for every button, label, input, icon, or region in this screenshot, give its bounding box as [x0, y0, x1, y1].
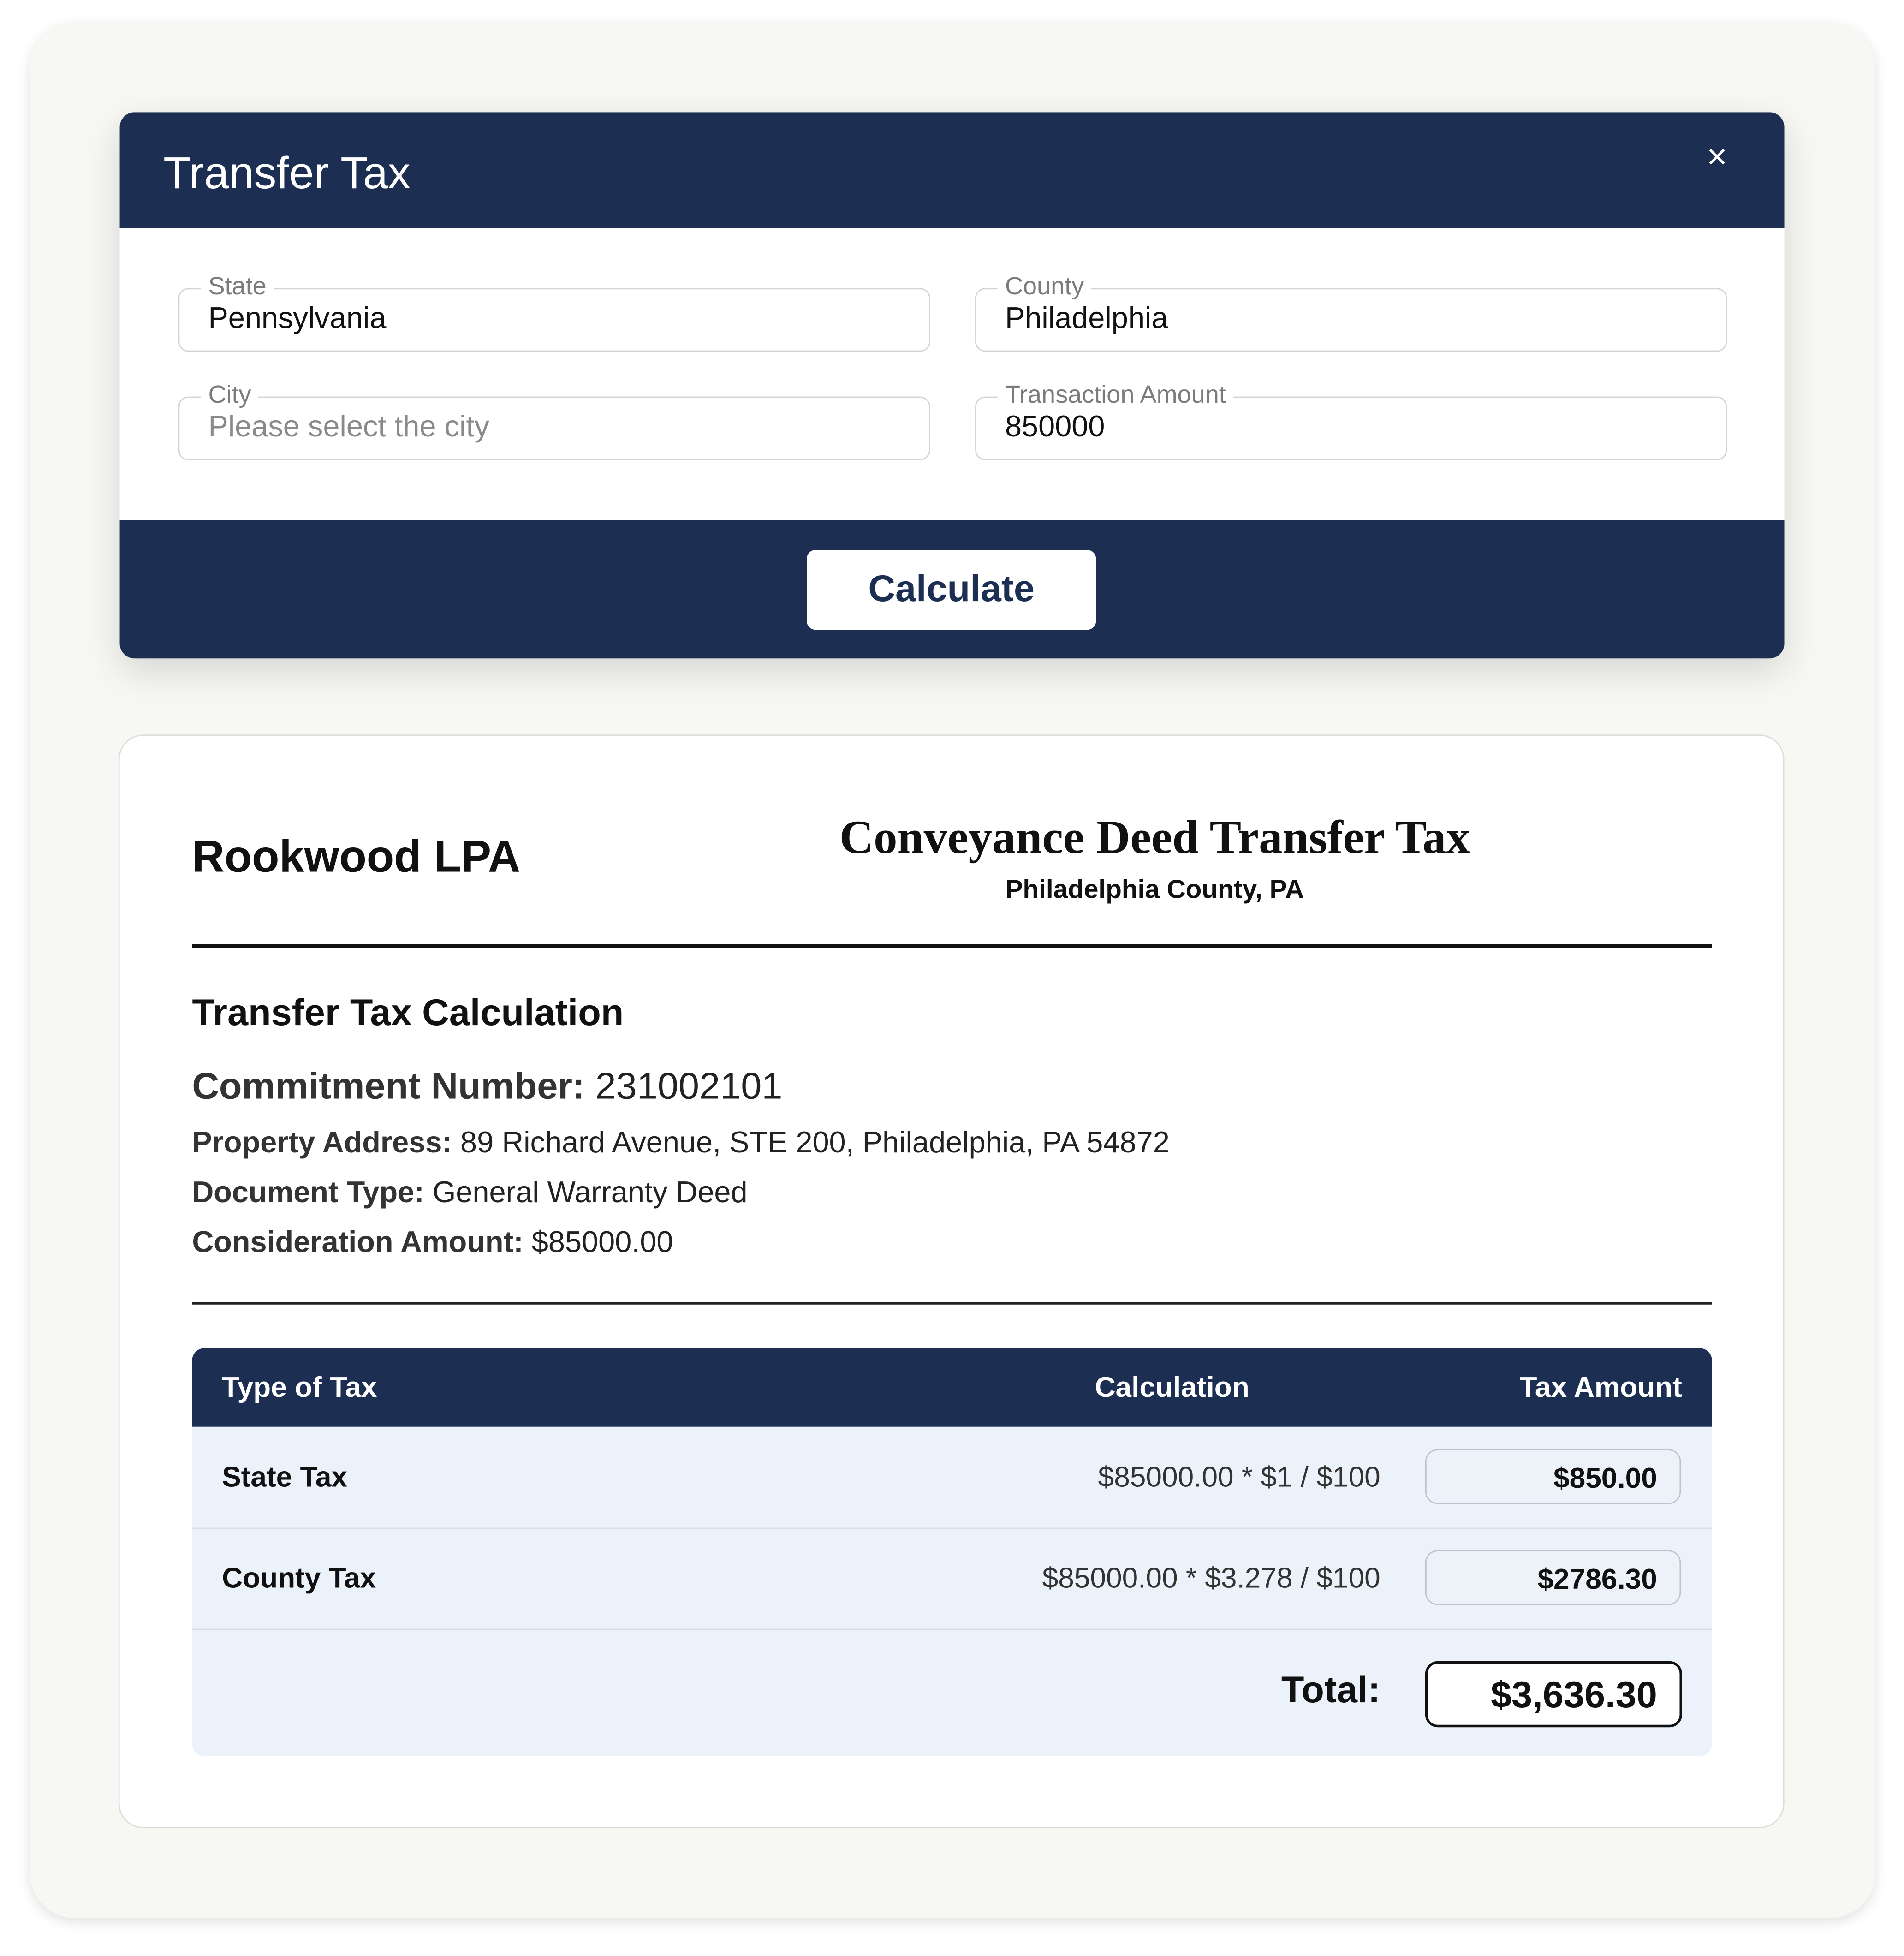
- city-placeholder[interactable]: Please select the city: [208, 410, 489, 444]
- close-icon[interactable]: ×: [1707, 137, 1727, 176]
- property-address-label: Property Address:: [192, 1126, 452, 1160]
- commitment-value: 231002101: [595, 1066, 783, 1108]
- state-value[interactable]: Pennsylvania: [208, 302, 387, 336]
- header-divider: [192, 944, 1712, 948]
- header-type-of-tax: Type of Tax: [222, 1371, 377, 1403]
- row-calculation: $85000.00 * $1 / $100: [1098, 1460, 1380, 1493]
- header-tax-amount: Tax Amount: [1519, 1371, 1682, 1403]
- details-divider: [192, 1302, 1712, 1304]
- report-card: [119, 734, 1785, 1828]
- county-label: County: [998, 273, 1092, 300]
- property-address-value: 89 Richard Avenue, STE 200, Philadelphia, PA 54872: [460, 1126, 1170, 1160]
- total-box: [1425, 1661, 1682, 1727]
- row-amount-box: [1425, 1550, 1681, 1605]
- state-label: State: [201, 273, 274, 300]
- modal-footer: [120, 520, 1785, 658]
- commitment-number: [192, 1066, 782, 1109]
- consideration-label: Consideration Amount:: [192, 1226, 524, 1260]
- company-name: Rookwood LPA: [192, 830, 521, 882]
- property-address: [192, 1126, 1170, 1161]
- row-amount: $2786.30: [1537, 1562, 1657, 1595]
- state-field[interactable]: [178, 273, 930, 352]
- row-amount-box: [1425, 1449, 1681, 1504]
- total-value: $3,636.30: [1490, 1675, 1657, 1716]
- document-type-value: General Warranty Deed: [432, 1176, 748, 1210]
- consideration-amount: [192, 1226, 673, 1261]
- transfer-tax-modal: [120, 112, 1785, 658]
- document-subtitle: Philadelphia County, PA: [1005, 875, 1304, 904]
- modal-title: Transfer Tax: [163, 147, 411, 198]
- row-amount: $850.00: [1553, 1461, 1657, 1494]
- county-value[interactable]: Philadelphia: [1005, 302, 1168, 336]
- city-field[interactable]: [178, 382, 930, 460]
- tax-table: [192, 1348, 1712, 1756]
- header-calculation: Calculation: [1095, 1371, 1250, 1403]
- row-divider: [192, 1629, 1712, 1630]
- row-tax-type: County Tax: [222, 1561, 376, 1594]
- transaction-amount-label: Transaction Amount: [998, 382, 1233, 409]
- city-label: City: [201, 382, 259, 409]
- commitment-label: Commitment Number:: [192, 1066, 585, 1108]
- row-tax-type: State Tax: [222, 1460, 348, 1493]
- county-field[interactable]: [975, 273, 1727, 352]
- document-type: [192, 1176, 747, 1211]
- transaction-amount-value[interactable]: 850000: [1005, 410, 1105, 444]
- table-row: [192, 1427, 1712, 1527]
- document-type-label: Document Type:: [192, 1176, 424, 1210]
- document-title: Conveyance Deed Transfer Tax: [839, 811, 1470, 865]
- table-header: [192, 1348, 1712, 1426]
- table-row: [192, 1528, 1712, 1628]
- section-title: Transfer Tax Calculation: [192, 992, 624, 1034]
- consideration-value: $85000.00: [531, 1226, 673, 1260]
- transaction-amount-field[interactable]: [975, 382, 1727, 460]
- modal-header: [120, 112, 1785, 228]
- calculate-button[interactable]: Calculate: [807, 550, 1096, 630]
- row-calculation: $85000.00 * $3.278 / $100: [1042, 1561, 1380, 1594]
- total-label: Total:: [1281, 1670, 1380, 1712]
